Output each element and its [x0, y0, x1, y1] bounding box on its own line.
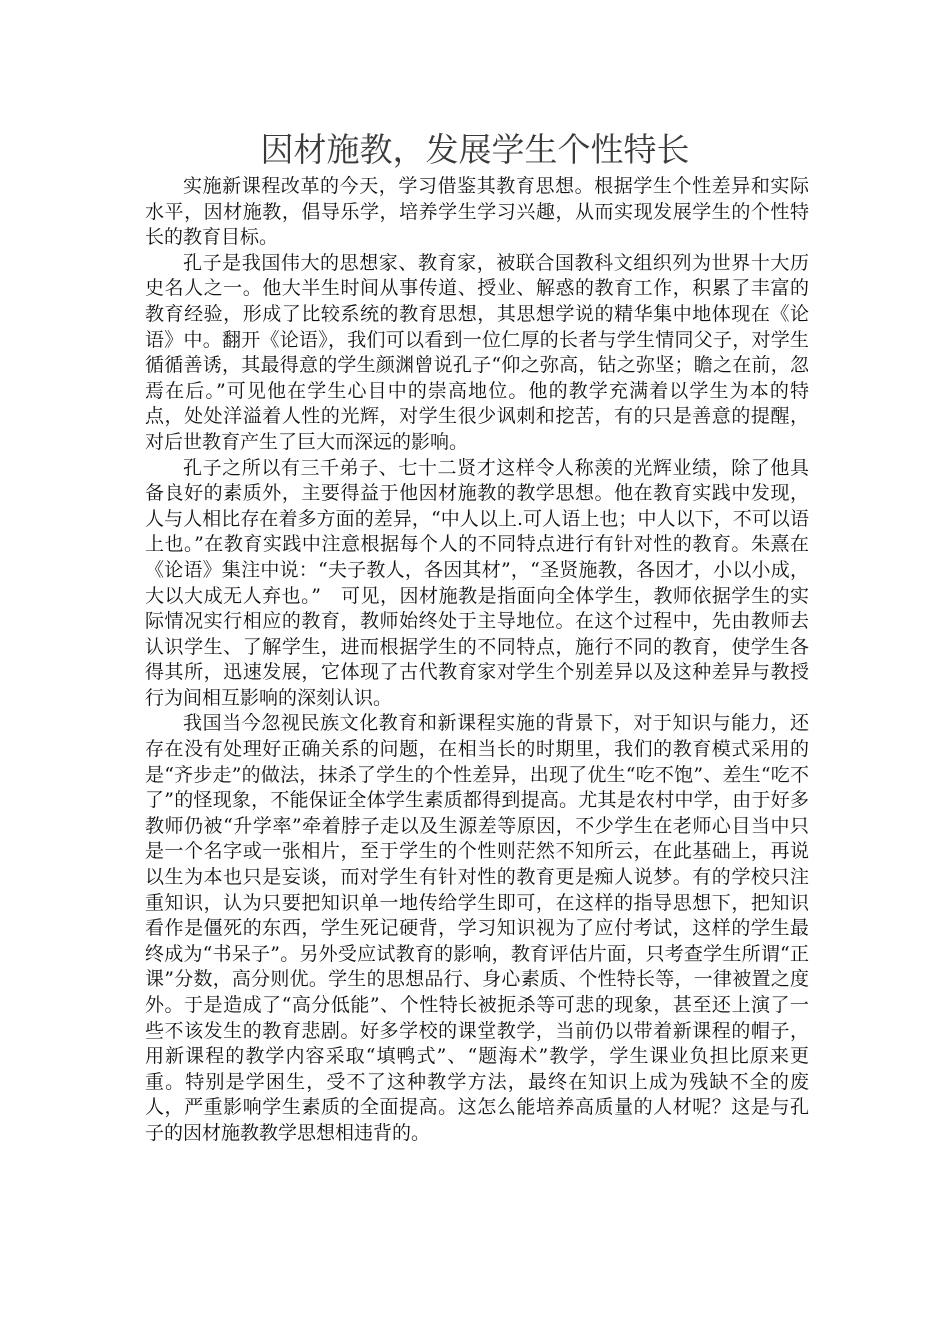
paragraph: 我国当今忽视民族文化教育和新课程实施的背景下，对于知识与能力，还存在没有处理好正确关系的问题，在相当长的时期里，我们的教育模式采用的是“齐步走”的做法，抹杀了学生的个性差异，出现了优生“吃不饱”、差生“吃不了”的怪现象，不能保证全体学生素质都得到提高。尤其是农村中学，由于好多教师仍被“升学率”牵着脖子走以及生源差等原因，不少学生在老师心目当中只是一个名字或一张相片，至于学生的个性则茫然不知所云，在此基础上，再说以生为本也只是妄谈，而对学生有针对性的教育更是痴人说梦。有的学校只注重知识，认为只要把知识单一地传给学生即可，在这样的指导思想下，把知识看作是僵死的东西，学生死记硬背，学习知识视为了应付考试，这样的学生最终成为“书呆子”。另外受应试教育的影响，教育评估片面，只考查学生所谓“正课”分数，高分则优。学生的思想品行、身心素质、个性特长等，一律被置之度外。于是造成了“高分低能”、个性特长被扼杀等可悲的现象，甚至还上演了一些不该发生的教育悲剧。好多学校的课堂教学，当前仍以带着新课程的帽子，用新课程的教学内容采取“填鸭式”、“题海术”教学，学生课业负担比原来更重。特别是学困生，受不了这种教学方法，最终在知识上成为残缺不全的废人，严重影响学生素质的全面提高。这怎么能培养高质量的人材呢？这是与孔子的因材施教教学思想相违背的。	[145, 712, 809, 1144]
document-body	[145, 174, 809, 1147]
paragraph: 实施新课程改革的今天，学习借鉴其教育思想。根据学生个性差异和实际水平，因材施教，倡导乐学，培养学生学习兴趣，从而实现发展学生的个性特长的教育目标。	[145, 175, 809, 249]
paragraph: 孔子是我国伟大的思想家、教育家，被联合国教科文组织列为世界十大历史名人之一。他大半生时间从事传道、授业、解惑的教育工作，积累了丰富的教育经验，形成了比较系统的教育思想，其思想学说的精华集中地体现在《论语》中。翻开《论语》，我们可以看到一位仁厚的长者与学生情同父子，对学生循循善诱，其最得意的学生颜渊曾说孔子“仰之弥高，钻之弥坚；瞻之在前，忽焉在后。”可见他在学生心目中的崇高地位。他的教学充满着以学生为本的特点，处处洋溢着人性的光辉，对学生很少讽刺和挖苦，有的只是善意的提醒，对后世教育产生了巨大而深远的影响。	[145, 251, 809, 453]
document-title: 因材施教，发展学生个性特长	[260, 130, 690, 169]
paragraph: 孔子之所以有三千弟子、七十二贤才这样令人称羡的光辉业绩，除了他具备良好的素质外，主要得益于他因材施教的教学思想。他在教育实践中发现，人与人相比存在着多方面的差异，“中人以上.可人语上也；中人以下，不可以语上也。”在教育实践中注意根据每个人的不同特点进行有针对性的教育。朱熹在《论语》集注中说：“夫子教人，各因其材”，“圣贤施教，各因才，小以小成，大以大成无人弃也。” 可见，因材施教是指面向全体学生，教师依据学生的实际情况实行相应的教育，教师始终处于主导地位。在这个过程中，先由教师去认识学生、了解学生，进而根据学生的不同特点，施行不同的教育，使学生各得其所，迅速发展，它体现了古代教育家对学生个别差异以及这种差异与教授行为间相互影响的深刻认识。	[145, 456, 809, 709]
